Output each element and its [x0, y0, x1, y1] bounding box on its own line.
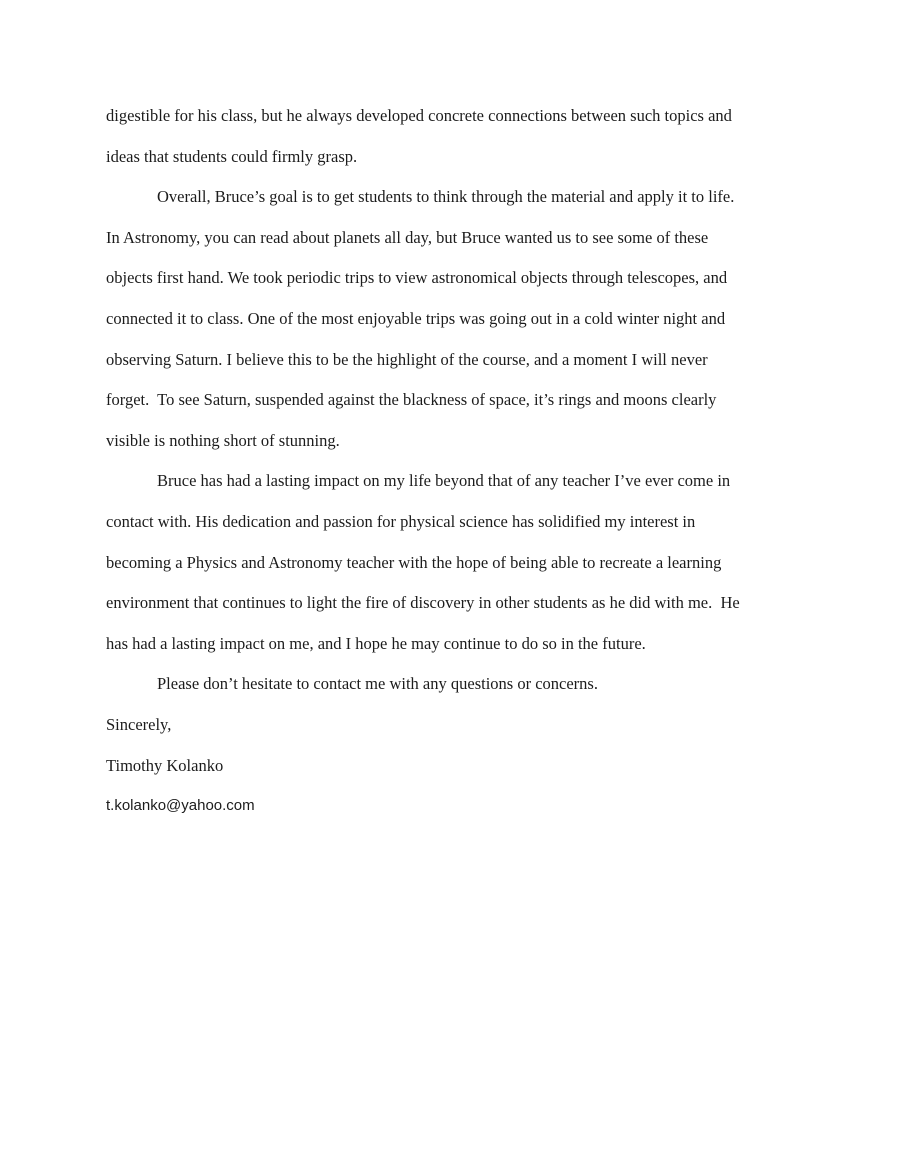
document-line: has had a lasting impact on me, and I hope he may continue to do so in the future.: [106, 633, 646, 653]
document-line: Sincerely,: [106, 714, 172, 734]
document-line: contact with. His dedication and passion for physical science has solidified my interest in: [106, 511, 696, 531]
document-line: objects first hand. We took periodic trips to view astronomical objects through telescopes, and: [106, 268, 728, 288]
document-line: Overall, Bruce’s goal is to get students to think through the material and apply it to life.: [157, 187, 735, 207]
document-line: forget. To see Saturn, suspended against the blackness of space, it’s rings and moons clearly: [106, 390, 717, 410]
document-line: becoming a Physics and Astronomy teacher with the hope of being able to recreate a learning: [106, 552, 722, 572]
letter-body: [106, 96, 806, 827]
document-line: ideas that students could firmly grasp.: [106, 146, 358, 166]
document-line: visible is nothing short of stunning.: [106, 430, 340, 450]
document-line: digestible for his class, but he always developed concrete connections between such topics and: [106, 106, 732, 125]
document-line: connected it to class. One of the most enjoyable trips was going out in a cold winter night and: [106, 308, 726, 328]
document-line: environment that continues to light the fire of discovery in other students as he did with me. He: [106, 593, 740, 613]
document-line: t.kolanko@yahoo.com: [106, 797, 255, 815]
document-line: In Astronomy, you can read about planets all day, but Bruce wanted us to see some of these: [106, 227, 709, 247]
document-line: Bruce has had a lasting impact on my life beyond that of any teacher I’ve ever come in: [157, 471, 731, 491]
document-line: Timothy Kolanko: [106, 755, 224, 775]
document-line: Please don’t hesitate to contact me with any questions or concerns.: [157, 674, 598, 694]
document-line: observing Saturn. I believe this to be the highlight of the course, and a moment I will never: [106, 349, 708, 369]
